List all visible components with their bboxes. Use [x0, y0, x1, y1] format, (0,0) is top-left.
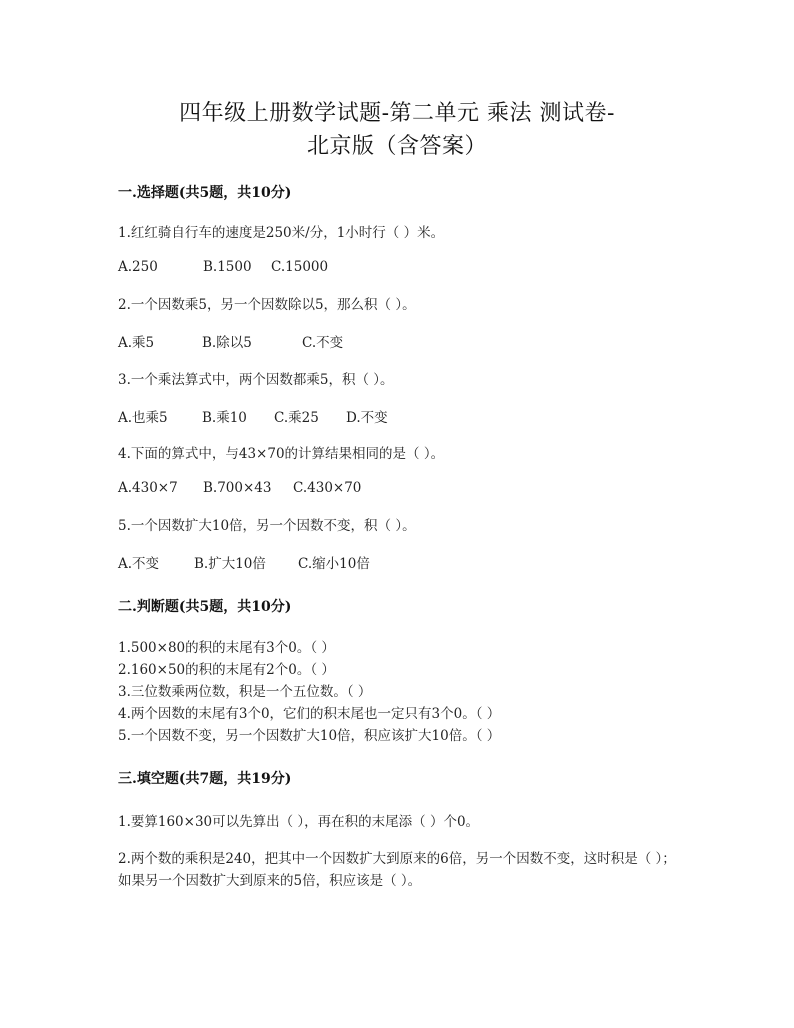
option-b: B.除以5: [202, 335, 252, 351]
judgement-question: 2.160×50的积的末尾有2个0。（ ）: [118, 662, 335, 678]
option-b: B.700×43: [203, 480, 272, 496]
option-c: C.缩小10倍: [298, 556, 370, 572]
option-a: A.乘5: [118, 335, 155, 351]
question-options: [118, 406, 388, 426]
option-b: B.1500: [203, 259, 252, 275]
document-title-line1: 四年级上册数学试题-第二单元 乘法 测试卷-: [179, 101, 615, 126]
option-c: C.15000: [271, 259, 329, 275]
question-options: [118, 552, 370, 572]
question-text: 4.下面的算式中，与43×70的计算结果相同的是（ ）。: [118, 446, 445, 462]
fill-in-question: 1.要算160×30可以先算出（ ），再在积的末尾添（ ）个0。: [118, 814, 480, 830]
judgement-question: 3.三位数乘两位数，积是一个五位数。（ ）: [118, 684, 372, 700]
fill-in-question: 2.两个数的乘积是240，把其中一个因数扩大到原来的6倍，另一个因数不变，这时积是（ ）；如果另一个因数扩大到原来的5倍，积应该是（ ）。: [118, 851, 676, 889]
question-options: [118, 259, 328, 275]
question-text: 2.一个因数乘5，另一个因数除以5，那么积（ ）。: [118, 297, 416, 313]
section-heading-fill-in: 三.填空题(共7题，共19分): [118, 771, 292, 787]
question-options: [118, 480, 361, 496]
option-b: B.扩大10倍: [194, 556, 266, 572]
section-heading-choice: 一.选择题(共5题，共10分): [118, 185, 292, 201]
option-a: A.不变: [118, 556, 160, 572]
judgement-question: 5.一个因数不变，另一个因数扩大10倍，积应该扩大10倍。（ ）: [118, 728, 501, 744]
section-heading-judgement: 二.判断题(共5题，共10分): [118, 599, 292, 615]
question-options: [118, 331, 343, 351]
document-title-line2: 北京版（含答案）: [306, 134, 487, 159]
option-a: A.430×7: [118, 480, 178, 496]
option-a: A.250: [118, 259, 158, 275]
question-text: 1.红红骑自行车的速度是250米/分，1小时行（ ）米。: [118, 225, 445, 241]
option-c: C.不变: [302, 335, 344, 351]
judgement-question: 4.两个因数的末尾有3个0，它们的积末尾也一定只有3个0。（ ）: [118, 706, 501, 722]
option-c: C.乘25: [274, 410, 319, 426]
judgement-question: 1.500×80的积的末尾有3个0。（ ）: [118, 640, 335, 656]
option-b: B.乘10: [202, 410, 247, 426]
option-c: C.430×70: [293, 480, 362, 496]
option-d: D.不变: [346, 410, 388, 426]
option-a: A.也乘5: [118, 410, 168, 426]
question-text: 5.一个因数扩大10倍，另一个因数不变，积（ ）。: [118, 518, 416, 534]
question-text: 3.一个乘法算式中，两个因数都乘5，积（ ）。: [118, 372, 394, 388]
